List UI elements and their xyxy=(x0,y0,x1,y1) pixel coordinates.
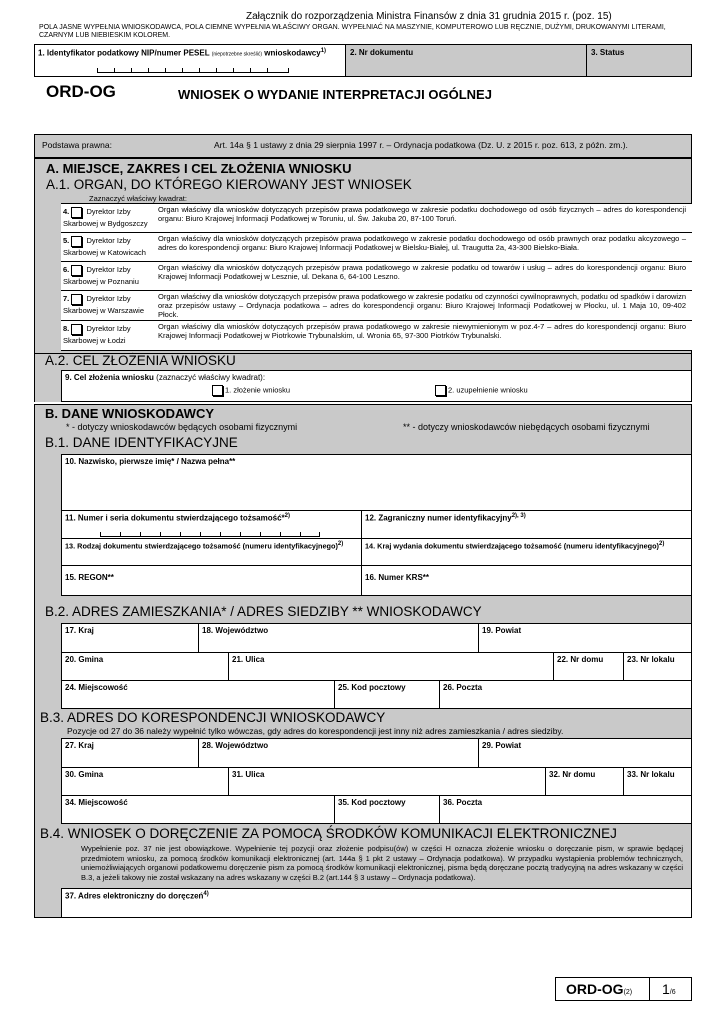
field-37-electronic-address[interactable] xyxy=(61,888,692,918)
field-37-label: 37. Adres elektroniczny do doręczeń xyxy=(65,891,204,901)
nip-character-cells xyxy=(97,67,289,73)
field-12-sup: 2), 3) xyxy=(511,513,526,519)
field-37-sup: 4) xyxy=(203,891,209,897)
field-32-house-number[interactable] xyxy=(545,767,624,796)
purpose-checkbox-1[interactable] xyxy=(212,385,223,396)
organ-row xyxy=(61,203,692,233)
field-1-note: (niepotrzebne skreślić) xyxy=(211,51,262,58)
organ-row xyxy=(61,320,692,351)
organ-number: 4. xyxy=(63,207,70,216)
field-34-locality[interactable] xyxy=(61,795,335,824)
footer-page-total: /6 xyxy=(669,989,676,996)
organ-name: Dyrektor Izby xyxy=(86,324,131,333)
field-29-county[interactable] xyxy=(478,738,692,768)
organ-description: Organ właściwy dla wniosków dotyczących przepisów prawa podatkowego w zakresie podatku dochodowego od osób fizycznych – adres do korespondencji organu: Biuro Krajowej Informacji Podatkowej w Toruniu, ul. Św. Jakuba 20, 87-100 Toruń. xyxy=(158,205,686,223)
organ-description: Organ właściwy dla wniosków dotyczących przepisów prawa podatkowego w zakresie podatku od towarów i usług – adres do korespondencji organu: Biuro Krajowej Informacji Podatkowej w Lesznie, ul. Dekana 6, 64-100 Leszno. xyxy=(158,263,686,281)
field-12-label: 12. Zagraniczny numer identyfikacyjny xyxy=(365,513,512,523)
field-20-label: 20. Gmina xyxy=(65,655,104,664)
field-14-label: 14. Kraj wydania dokumentu stwierdzającego tożsamość (numeru identyfikacyjnego) xyxy=(365,541,659,551)
section-b2-title: B.2. ADRES ZAMIESZKANIA* / ADRES SIEDZIBY ** WNIOSKODAWCY xyxy=(45,604,482,619)
footer-version: (2) xyxy=(623,989,633,996)
organ-checkbox-5[interactable] xyxy=(71,236,82,247)
footer-form-code: ORD-OG xyxy=(566,981,624,997)
field-32-label: 32. Nr domu xyxy=(549,770,596,779)
note-natural-persons: * - dotyczy wnioskodawców będących osobami fizycznymi xyxy=(66,422,298,432)
field-2-label: 2. Nr dokumentu xyxy=(350,48,414,57)
field-11-label: 11. Numer i seria dokumentu stwierdzającego tożsamość* xyxy=(65,513,285,523)
field-30-label: 30. Gmina xyxy=(65,770,104,779)
organ-checkbox-8[interactable] xyxy=(71,324,82,335)
organ-city: Skarbowej w Łodzi xyxy=(63,335,126,345)
section-a2-title: A.2. CEL ZŁOŻENIA WNIOSKU xyxy=(45,353,236,368)
organ-number: 7. xyxy=(63,294,70,303)
field-16-krs[interactable] xyxy=(361,565,692,596)
field-23-label: 23. Nr lokalu xyxy=(627,655,675,664)
field-3-label: 3. Status xyxy=(591,48,625,57)
organ-description: Organ właściwy dla wniosków dotyczących przepisów prawa podatkowego w zakresie podatku dochodowego od osób prawnych oraz podatku akcyzowego – adres do korespondencji organu: Biuro Krajowej Informacji Podatkowej w Bielsku-Białej, ul. Traugutta 2a, 43-300 Bielsko-Biała. xyxy=(158,234,686,252)
field-2-document-number xyxy=(345,44,587,77)
field-36-post-office[interactable] xyxy=(439,795,692,824)
section-b3-title: B.3. ADRES DO KORESPONDENCJI WNIOSKODAWCY xyxy=(40,710,386,725)
section-a-title: A. MIEJSCE, ZAKRES I CEL ZŁOŻENIA WNIOSKU xyxy=(46,161,352,176)
field-28-voivodeship[interactable] xyxy=(198,738,479,768)
field-19-label: 19. Powiat xyxy=(482,626,522,635)
field-11-sup: 2) xyxy=(284,513,290,519)
field-21-label: 21. Ulica xyxy=(232,655,265,664)
field-36-label: 36. Poczta xyxy=(443,798,483,807)
field-1-suffix: wnioskodawcy xyxy=(264,48,321,58)
purpose-checkbox-2[interactable] xyxy=(435,385,446,396)
organ-name: Dyrektor Izby xyxy=(86,265,131,274)
field-24-label: 24. Miejscowość xyxy=(65,683,128,692)
section-a1-title: A.1. ORGAN, DO KTÓREGO KIEROWANY JEST WNIOSEK xyxy=(46,177,412,192)
field-29-label: 29. Powiat xyxy=(482,741,522,750)
organ-city: Skarbowej w Poznaniu xyxy=(63,276,139,286)
field-17-label: 17. Kraj xyxy=(65,626,94,635)
field-26-label: 26. Poczta xyxy=(443,683,483,692)
field-1-sup: 1) xyxy=(320,48,327,54)
legal-basis-text: Art. 14a § 1 ustawy z dnia 29 sierpnia 1997 r. – Ordynacja podatkowa (Dz. U. z 2015 r. poz. 613, z późn. zm.). xyxy=(214,140,628,150)
purpose-option-1[interactable] xyxy=(212,385,290,396)
field-10-label: 10. Nazwisko, pierwsze imię* / Nazwa pełna** xyxy=(65,457,236,466)
fill-instructions: POLA JASNE WYPEŁNIA WNIOSKODAWCA, POLA CIEMNE WYPEŁNIA WŁAŚCIWY ORGAN. WYPEŁNIAĆ NA MASZYNIE, KOMPUTEROWO LUB RĘCZNIE, DUŻYMI, DRUKOWANYMI LITERAMI, CZARNYM LUB NIEBIESKIM KOLOREM. xyxy=(39,24,666,39)
field-23-apartment-number[interactable] xyxy=(623,652,692,681)
footer-page-number: 1 xyxy=(662,981,670,997)
purpose-option-2[interactable] xyxy=(435,385,528,396)
organ-number: 5. xyxy=(63,236,70,245)
legal-basis-label: Podstawa prawna: xyxy=(42,140,112,150)
b3-note: Pozycje od 27 do 36 należy wypełnić tylko wówczas, gdy adres do korespondencji jest inny niż adres zamieszkania / adres siedziby. xyxy=(67,726,564,736)
field-18-label: 18. Województwo xyxy=(202,626,269,635)
field-19-county[interactable] xyxy=(478,623,692,653)
organ-name: Dyrektor Izby xyxy=(86,207,131,216)
field-25-postal-code[interactable] xyxy=(334,680,440,709)
field-26-post-office[interactable] xyxy=(439,680,692,709)
note-legal-persons: ** - dotyczy wnioskodawców niebędących osobami fizycznymi xyxy=(403,422,650,432)
field-14-sup: 2) xyxy=(658,541,665,547)
field-13-sup: 2) xyxy=(337,541,344,547)
organ-checkbox-4[interactable] xyxy=(71,207,82,218)
organ-checkbox-7[interactable] xyxy=(71,294,82,305)
field-22-house-number[interactable] xyxy=(553,652,624,681)
field-9-label: 9. Cel złożenia wniosku xyxy=(65,373,154,382)
field-33-label: 33. Nr lokalu xyxy=(627,770,675,779)
annex-note: Załącznik do rozporządzenia Ministra Finansów z dnia 31 grudnia 2015 r. (poz. 15) xyxy=(246,11,612,22)
organ-row xyxy=(61,261,692,291)
section-b4-title: B.4. WNIOSEK O DORĘCZENIE ZA POMOCĄ ŚRODKÓW KOMUNIKACJI ELEKTRONICZNEJ xyxy=(40,826,617,841)
field-34-label: 34. Miejscowość xyxy=(65,798,128,807)
purpose-option-1-label: 1. złożenie wniosku xyxy=(225,385,291,395)
field-16-label: 16. Numer KRS** xyxy=(365,573,430,582)
footer-code-box xyxy=(555,977,692,1001)
organ-description: Organ właściwy dla wniosków dotyczących przepisów prawa podatkowego w zakresie niewymienionym w poz.4-7 – adres do korespondencji organu: Biuro Krajowej Informacji Podatkowej w Piotrkowie Trybunalskim, ul. Wronia 65, 97-300 Piotrków Trybunalski. xyxy=(158,322,686,340)
field-15-regon[interactable] xyxy=(61,565,362,596)
id-character-cells xyxy=(100,531,320,537)
organ-number: 6. xyxy=(63,265,70,274)
organ-city: Skarbowej w Katowicach xyxy=(63,247,146,257)
field-15-label: 15. REGON** xyxy=(65,573,114,582)
form-title: WNIOSEK O WYDANIE INTERPRETACJI OGÓLNEJ xyxy=(178,87,492,102)
form-code: ORD-OG xyxy=(46,82,116,101)
field-13-document-type[interactable] xyxy=(61,538,362,566)
field-33-apartment-number[interactable] xyxy=(623,767,692,796)
field-14-issuing-country[interactable] xyxy=(361,538,692,566)
field-35-postal-code[interactable] xyxy=(334,795,440,824)
field-1-label: 1. Identyfikator podatkowy NIP/numer PESEL xyxy=(38,48,210,58)
legal-basis xyxy=(34,134,692,158)
section-b1-title: B.1. DANE IDENTYFIKACYJNE xyxy=(45,435,238,450)
field-22-label: 22. Nr domu xyxy=(557,655,604,664)
field-24-locality[interactable] xyxy=(61,680,335,709)
organ-row xyxy=(61,290,692,321)
organ-name: Dyrektor Izby xyxy=(86,294,131,303)
a1-hint: Zaznaczyć właściwy kwadrat: xyxy=(89,194,187,203)
field-18-voivodeship[interactable] xyxy=(198,623,479,653)
field-21-street[interactable] xyxy=(228,652,554,681)
field-10-name[interactable] xyxy=(61,454,692,511)
field-17-country[interactable] xyxy=(61,623,199,653)
field-12-foreign-id[interactable] xyxy=(361,510,692,539)
field-13-label: 13. Rodzaj dokumentu stwierdzającego tożsamość (numeru identyfikacyjnego) xyxy=(65,541,338,551)
organ-city: Skarbowej w Bydgoszczy xyxy=(63,218,148,228)
field-3-status xyxy=(586,44,692,77)
field-27-country[interactable] xyxy=(61,738,199,768)
field-9-purpose xyxy=(61,370,692,402)
organ-checkbox-6[interactable] xyxy=(71,265,82,276)
field-27-label: 27. Kraj xyxy=(65,741,94,750)
field-31-street[interactable] xyxy=(228,767,546,796)
field-9-hint: (zaznaczyć właściwy kwadrat): xyxy=(156,373,266,382)
purpose-option-2-label: 2. uzupełnienie wniosku xyxy=(448,385,528,395)
organ-description: Organ właściwy dla wniosków dotyczących przepisów prawa podatkowego w zakresie podatku od czynności cywilnoprawnych, podatku od spadków i darowizn oraz przepisów ustawy – Ordynacja podatkowa – adres do korespondencji organu: Biuro Krajowej Informacji Podatkowej w Płocku, ul. 1 Maja 10, 09-402 Płock. xyxy=(158,292,686,319)
b4-text: Wypełnienie poz. 37 nie jest obowiązkowe. Wypełnienie tej pozycji oraz złożenie podpisu(ów) w części H oznacza złożenie wniosku o doręczanie pism, w sprawie będącej przedmiotem wniosku, za pomocą środków komunikacji elektronicznej (art. 144a § 1 pkt 2 ustawy – Ordynacja podatkowa). W przypadku wystąpienia problemów technicznych, uniemożliwiających organowi podatkowemu doręczenie pism za pomocą środków komunikacji elektronicznej, pisma będą doręczane pocztą tradycyjną na adres wskazany w części B.3, a jeżeli takowy nie został wskazany na adres wskazany w części B.2 (art.144 § 3 ustawy – Ordynacja podatkowa). xyxy=(81,844,683,882)
field-1-nip-pesel[interactable] xyxy=(34,44,346,77)
field-30-commune[interactable] xyxy=(61,767,229,796)
field-20-commune[interactable] xyxy=(61,652,229,681)
field-25-label: 25. Kod pocztowy xyxy=(338,683,406,692)
field-35-label: 35. Kod pocztowy xyxy=(338,798,406,807)
organ-row xyxy=(61,232,692,262)
field-28-label: 28. Województwo xyxy=(202,741,269,750)
organ-number: 8. xyxy=(63,324,70,333)
field-31-label: 31. Ulica xyxy=(232,770,265,779)
section-b-title: B. DANE WNIOSKODAWCY xyxy=(45,406,214,421)
field-11-id-document[interactable] xyxy=(61,510,362,539)
organ-name: Dyrektor Izby xyxy=(86,236,131,245)
organ-city: Skarbowej w Warszawie xyxy=(63,305,144,315)
